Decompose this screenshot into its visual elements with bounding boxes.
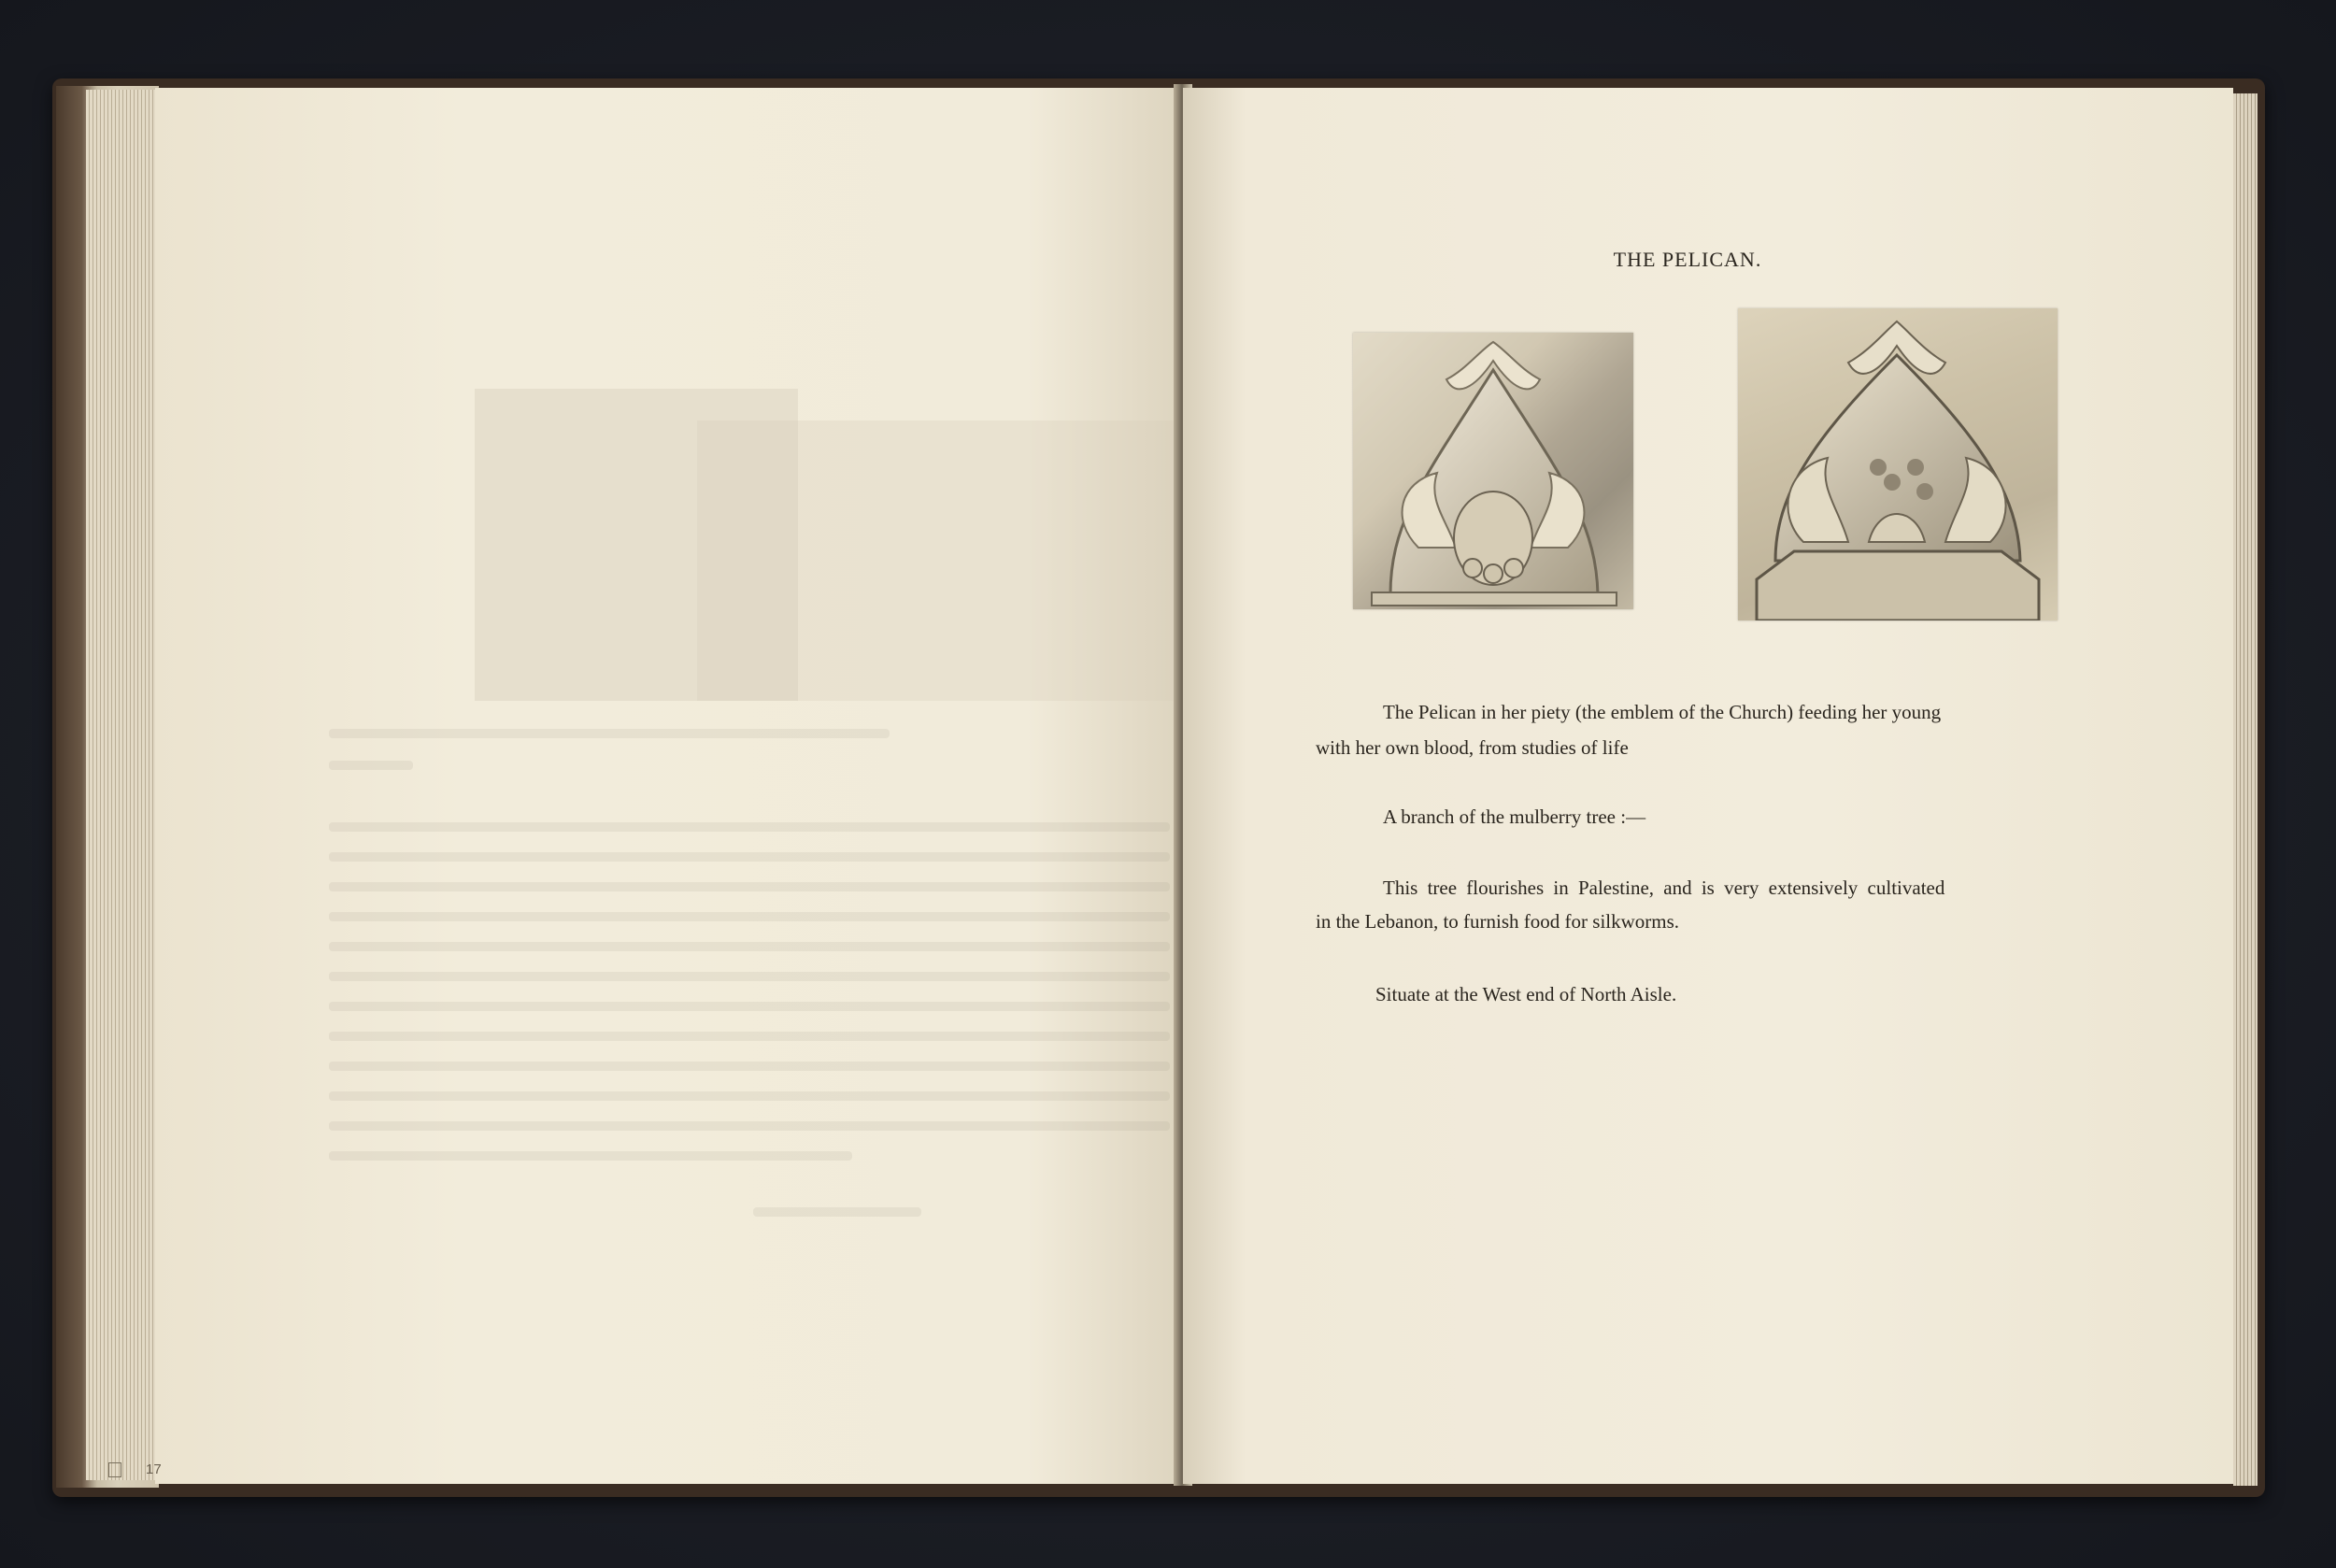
margin-note-text: 17 [146, 1461, 162, 1477]
page-stack-right [2233, 93, 2258, 1486]
paragraph-palestine-line-2: in the Lebanon, to furnish food for silkworms. [1316, 910, 1680, 933]
paragraph-pelican-line-1: The Pelican in her piety (the emblem of the Church) feeding her young [1383, 701, 1942, 723]
margin-note [108, 1461, 162, 1477]
ghost-text-line [329, 761, 413, 770]
left-page [155, 88, 1181, 1484]
ghost-text-line [329, 972, 1170, 981]
page-stack-left [86, 90, 161, 1480]
ghost-text-line [329, 1151, 852, 1161]
ghost-text-line [329, 1002, 1170, 1011]
pelican-carving-image [1353, 333, 1633, 609]
paragraph-mulberry-heading: A branch of the mulberry tree :— [1383, 805, 1646, 828]
ghost-text-line [329, 1062, 1170, 1071]
ghost-text-line [753, 1207, 921, 1217]
mulberry-carving-image [1738, 308, 2058, 620]
ghost-text-line [329, 1091, 1170, 1101]
right-page [1183, 88, 2233, 1484]
paragraph-location: Situate at the West end of North Aisle. [1375, 983, 1677, 1005]
ghost-text-line [329, 729, 890, 738]
ghost-photo-bleed-right [697, 421, 1185, 701]
ghost-text-line [329, 1121, 1170, 1131]
ghost-text-line [329, 852, 1170, 862]
pelican-carving-photo [1353, 333, 1633, 609]
ghost-text-line [329, 822, 1170, 832]
paragraph-palestine-line-1: This tree flourishes in Palestine, and is very extensively cultivated [1383, 877, 1945, 899]
paragraph-pelican-line-2: with her own blood, from studies of life [1316, 736, 1629, 759]
ghost-text-line [329, 942, 1170, 951]
page-title: THE PELICAN. [1613, 248, 1762, 271]
ghost-text-line [329, 882, 1170, 891]
margin-box [108, 1462, 121, 1477]
mulberry-carving-photo [1738, 308, 2058, 620]
ghost-text-line [329, 1032, 1170, 1041]
ghost-text-line [329, 912, 1170, 921]
